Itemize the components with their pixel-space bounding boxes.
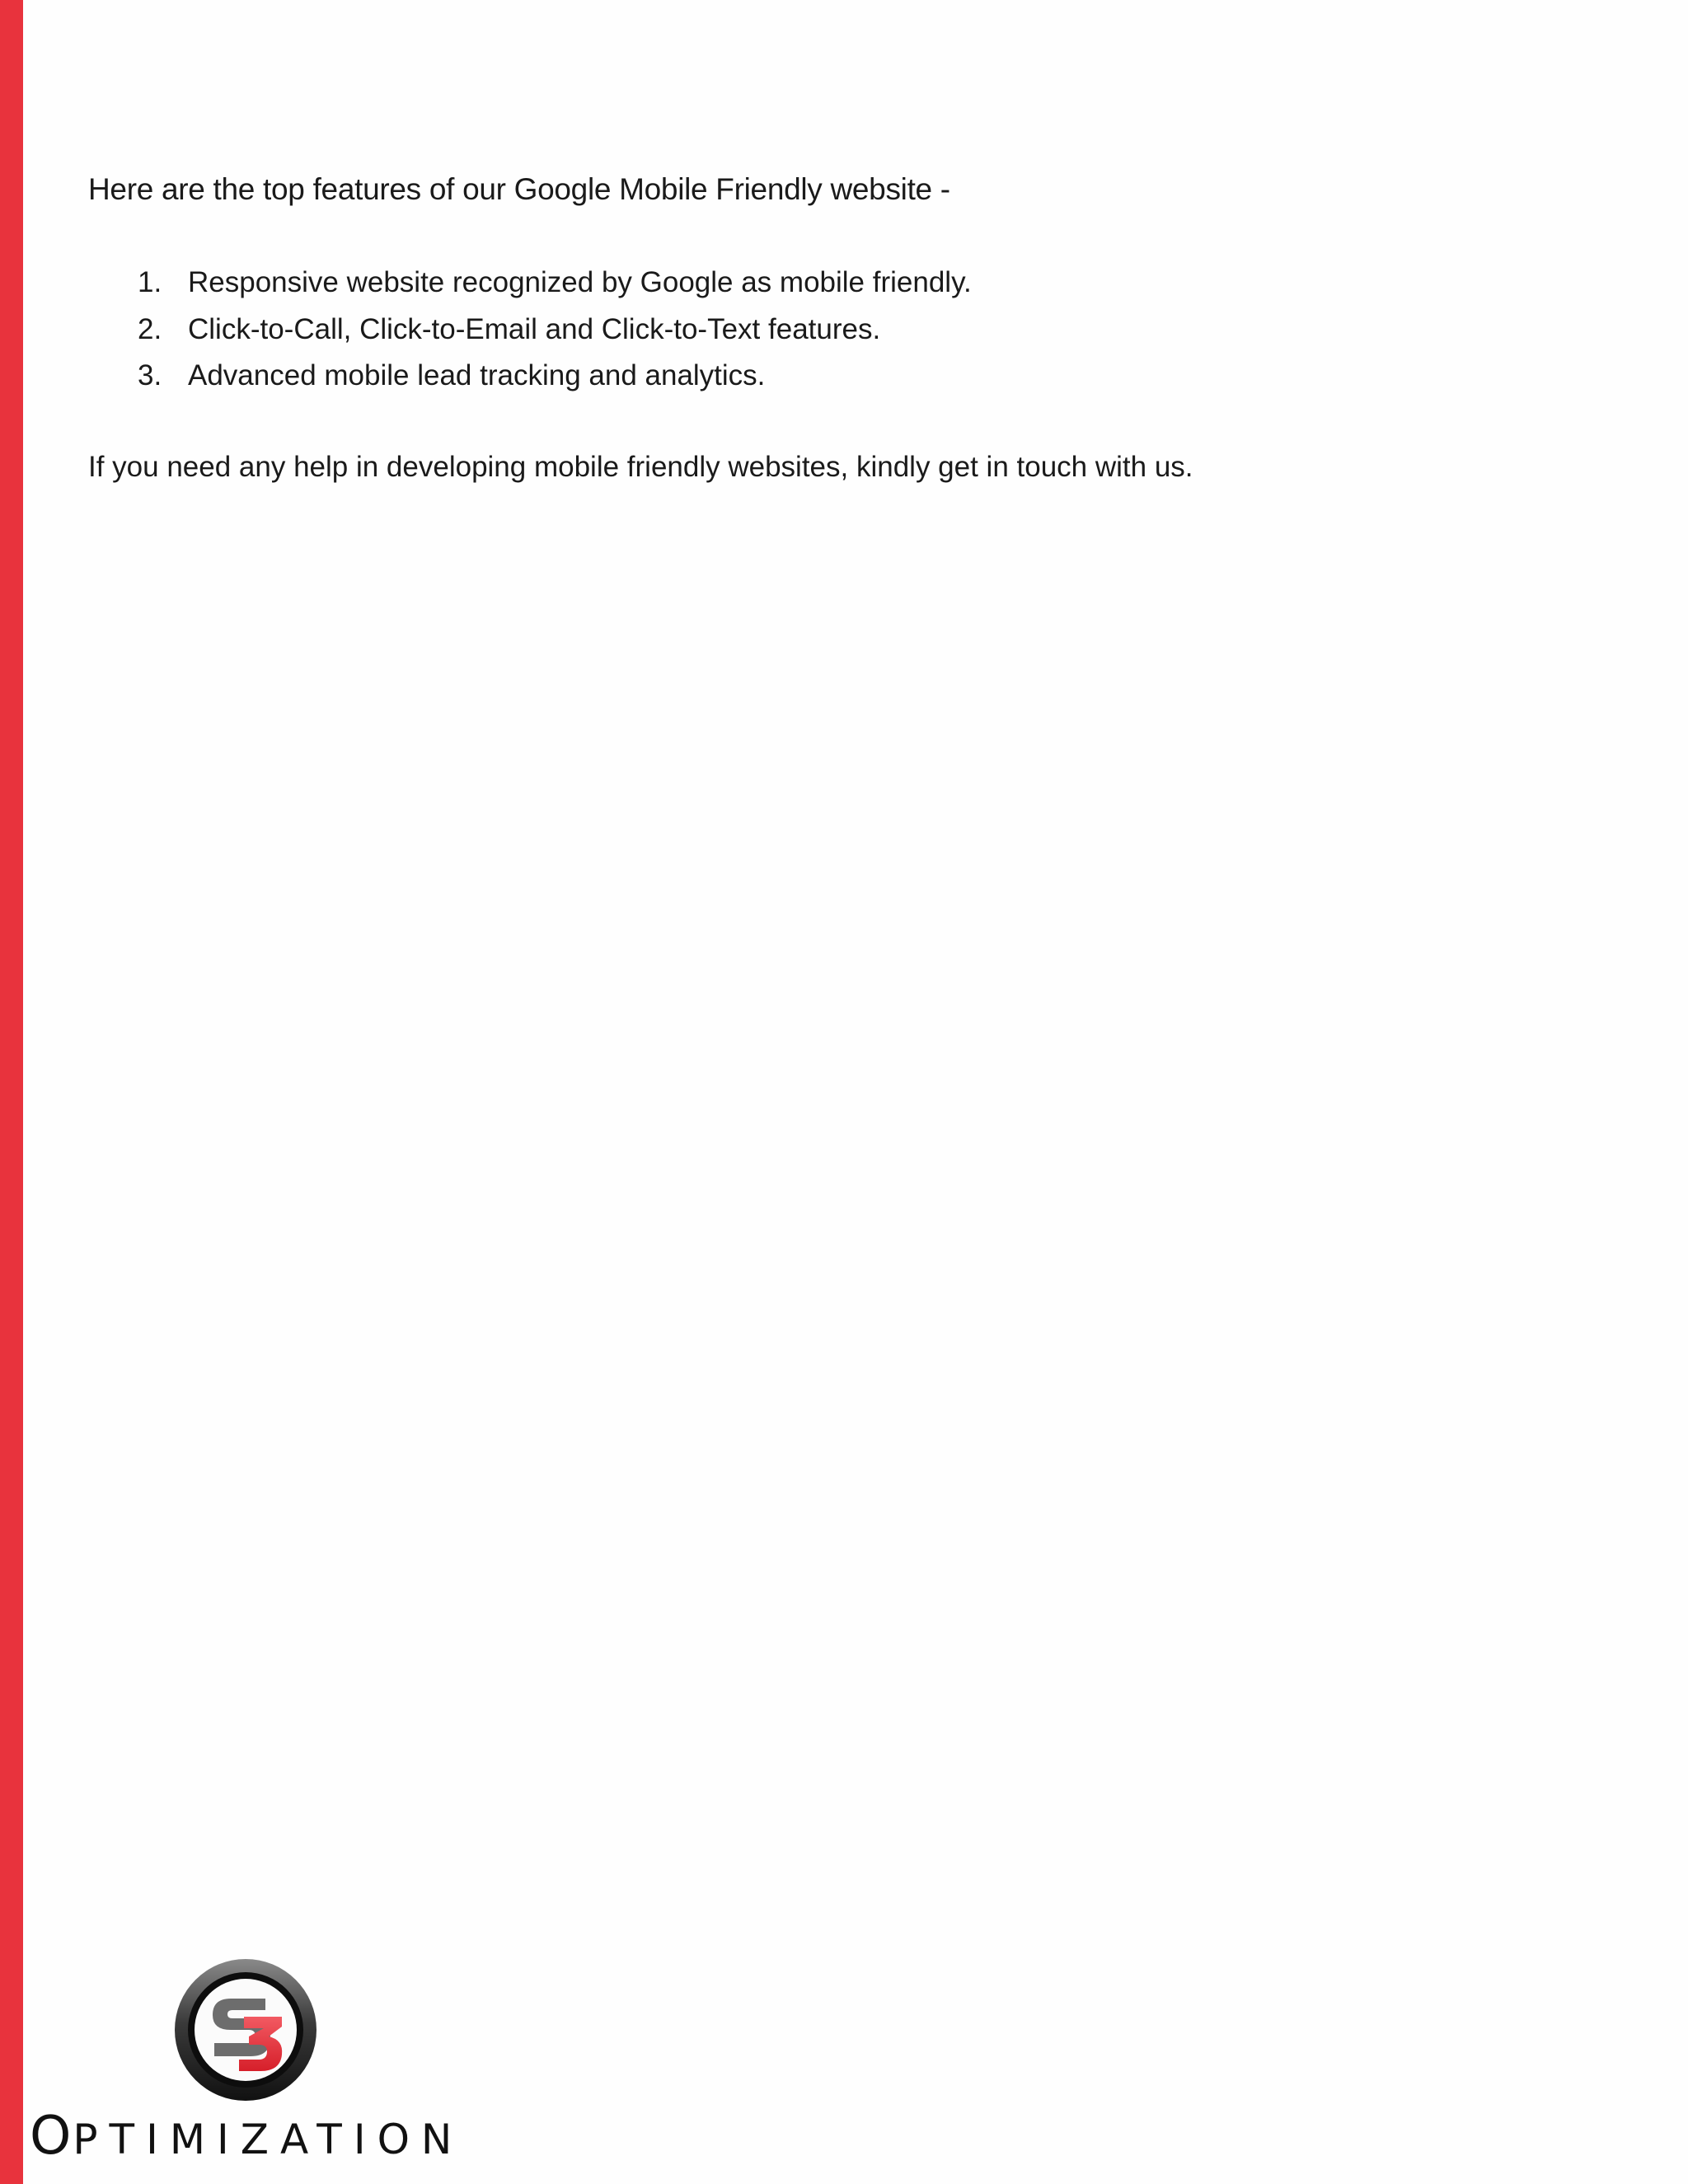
list-item xyxy=(88,353,1572,400)
list-item-text: Advanced mobile lead tracking and analytics. xyxy=(188,359,766,391)
left-accent-bar xyxy=(0,0,23,2184)
document-body xyxy=(88,165,1572,492)
closing-paragraph: If you need any help in developing mobile friendly websites, kindly get in touch with us. xyxy=(88,450,1193,483)
list-item-text: Responsive website recognized by Google as mobile friendly. xyxy=(188,266,972,298)
logo-wordmark-rest: PTIMIZATION xyxy=(73,2116,464,2163)
list-item xyxy=(88,260,1572,307)
company-logo xyxy=(30,1957,475,2167)
logo-wordmark-initial: O xyxy=(30,2106,73,2167)
intro-paragraph: Here are the top features of our Google Mobile Friendly website - xyxy=(88,172,950,206)
list-item xyxy=(88,307,1572,354)
list-item-number: 1. xyxy=(138,266,162,298)
logo-wordmark xyxy=(30,2107,475,2165)
list-item-number: 3. xyxy=(138,359,162,391)
s3-logo-icon xyxy=(173,1957,318,2102)
feature-list xyxy=(88,260,1572,400)
list-item-number: 2. xyxy=(138,312,162,345)
list-item-text: Click-to-Call, Click-to-Email and Click-to-Text features. xyxy=(188,312,881,345)
